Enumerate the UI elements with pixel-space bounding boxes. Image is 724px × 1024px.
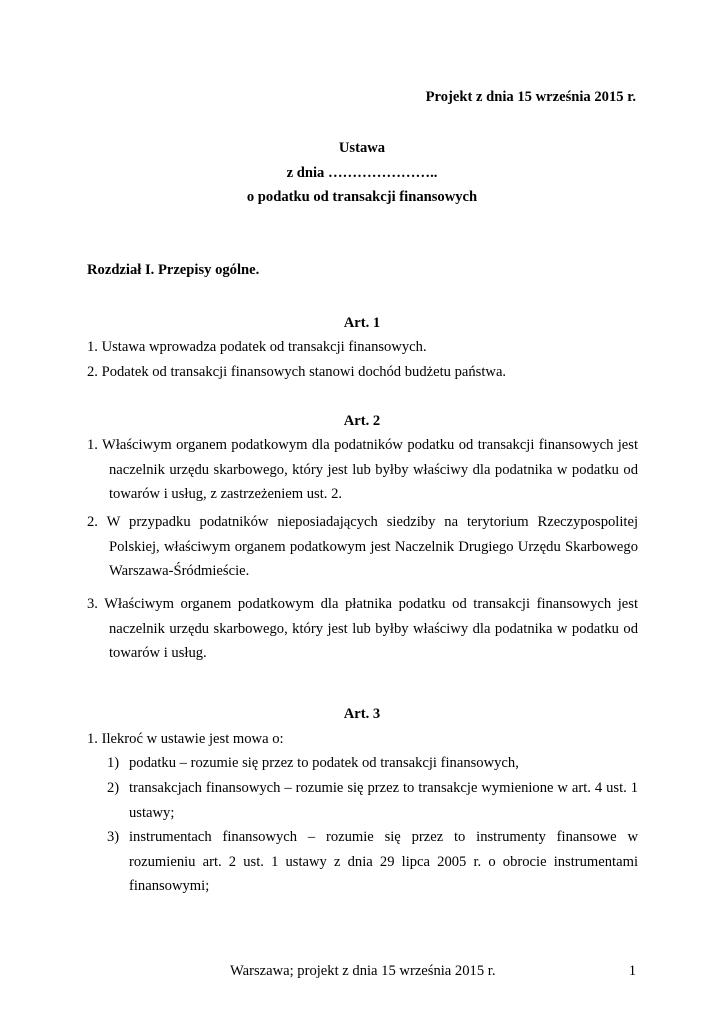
item-text-line: ustawy; bbox=[129, 804, 175, 821]
paragraph-line: 1. Właściwym organem podatkowym dla podatników podatku od transakcji finansowych jest bbox=[87, 437, 638, 453]
definition-item-1 bbox=[107, 751, 638, 776]
paragraph-line: towarów i usług, z zastrzeżeniem ust. 2. bbox=[109, 486, 343, 502]
definition-item-3 bbox=[107, 825, 638, 899]
item-number: 3) bbox=[107, 829, 120, 845]
paragraph-line: naczelnik urzędu skarbowego, który jest lub byłby właściwy dla podatnika w podatku od bbox=[109, 620, 638, 637]
article-1-paragraph-2: 2. Podatek od transakcji finansowych stanowi dochód budżetu państwa. bbox=[87, 364, 507, 380]
item-number: 2) bbox=[107, 780, 120, 796]
footer-text: Warszawa; projekt z dnia 15 września 2015 r. bbox=[230, 963, 496, 979]
item-text-line: finansowymi; bbox=[129, 878, 210, 894]
paragraph-line: 2. W przypadku podatników nieposiadających siedziby na terytorium Rzeczypospolitej bbox=[87, 514, 638, 530]
article-1-heading: Art. 1 bbox=[343, 315, 381, 331]
item-number: 1) bbox=[107, 755, 120, 771]
document-title: Ustawa bbox=[338, 140, 386, 156]
paragraph-line: Polskiej, właściwym organem podatkowym jest Naczelnik Drugiego Urzędu Skarbowego bbox=[109, 538, 638, 555]
definition-item-2 bbox=[107, 776, 638, 825]
article-2-paragraph-3 bbox=[87, 592, 638, 666]
paragraph-line: towarów i usług. bbox=[109, 645, 207, 661]
item-text-line: rozumieniu art. 2 ust. 1 ustawy z dnia 29 lipca 2005 r. o obrocie instrumentami bbox=[129, 853, 638, 870]
project-date-header: Projekt z dnia 15 września 2015 r. bbox=[425, 89, 636, 105]
item-text-line: podatku – rozumie się przez to podatek od transakcji finansowych, bbox=[129, 755, 519, 771]
item-text-line: instrumentach finansowych – rozumie się przez to instrumenty finansowe w bbox=[129, 829, 638, 845]
chapter-heading: Rozdział I. Przepisy ogólne. bbox=[87, 262, 260, 278]
article-3-heading: Art. 3 bbox=[343, 706, 381, 722]
article-2-heading: Art. 2 bbox=[343, 413, 381, 429]
page-number: 1 bbox=[628, 963, 636, 979]
paragraph-line: naczelnik urzędu skarbowego, który jest lub byłby właściwy dla podatnika w podatku od bbox=[109, 461, 638, 478]
paragraph-line: 3. Właściwym organem podatkowym dla płatnika podatku od transakcji finansowych jest bbox=[87, 596, 638, 612]
article-2-paragraph-2 bbox=[87, 510, 638, 584]
article-1-paragraph-1: 1. Ustawa wprowadza podatek od transakcji finansowych. bbox=[87, 339, 427, 355]
paragraph-line: Warszawa-Śródmieście. bbox=[109, 563, 250, 579]
document-subject: o podatku od transakcji finansowych bbox=[246, 189, 478, 205]
article-3-intro: 1. Ilekroć w ustawie jest mowa o: bbox=[87, 731, 284, 747]
item-text-line: transakcjach finansowych – rozumie się przez to transakcje wymienione w art. 4 ust. 1 bbox=[129, 780, 638, 796]
document-date-line: z dnia ………………….. bbox=[286, 165, 438, 181]
article-2-paragraph-1 bbox=[87, 433, 638, 507]
